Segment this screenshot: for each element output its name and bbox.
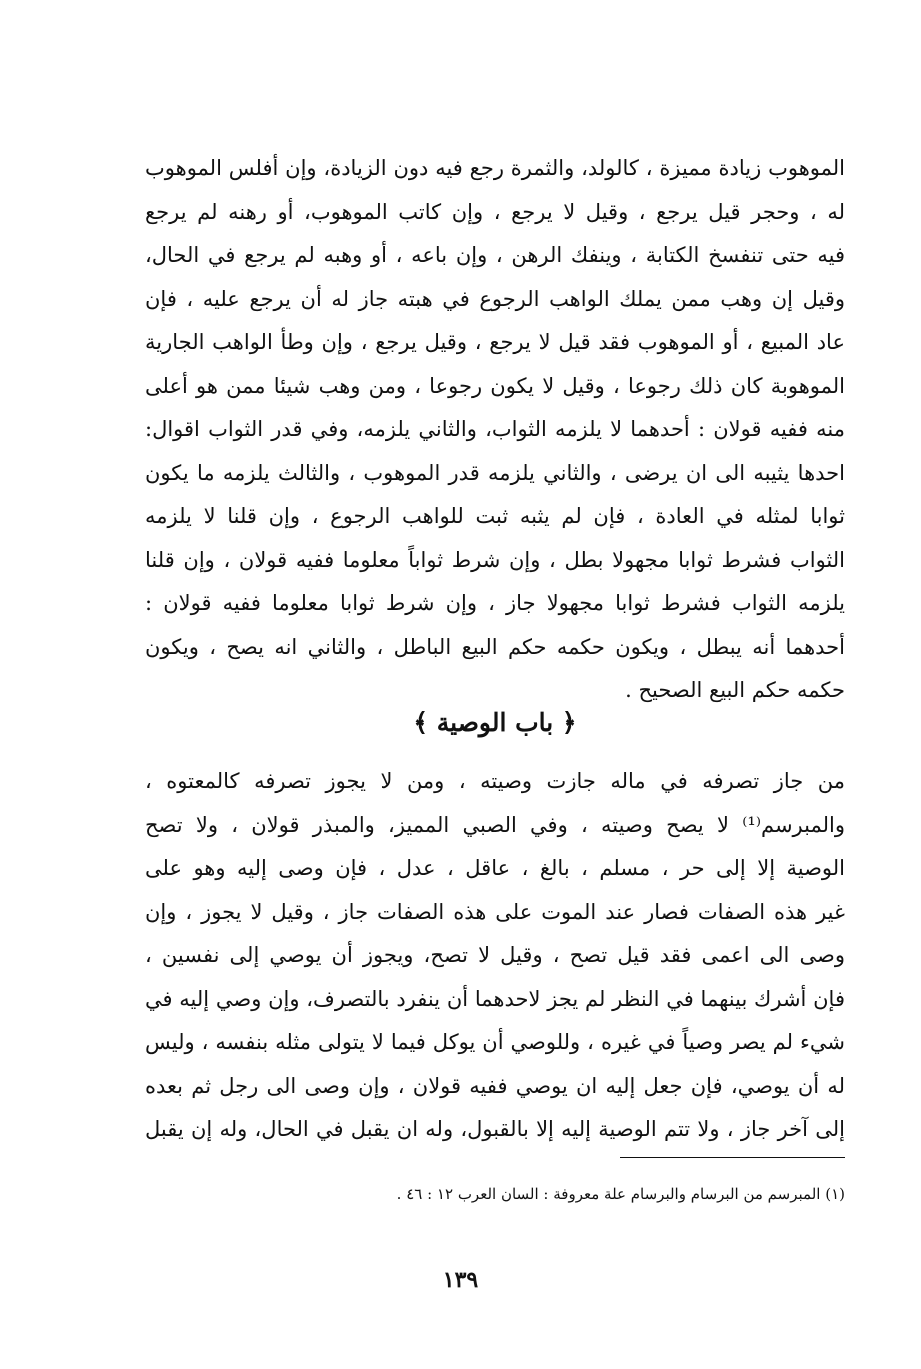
text-line: ثوابا لمثله في العادة ، فإن لم يثبه ثبت للواهب الرجوع ، وإن قلنا لا يلزمه [145, 504, 845, 528]
footnote-divider [620, 1157, 845, 1158]
paragraph-wasiyya [145, 760, 845, 1152]
text-line: احدها يثيبه الى ان يرضى ، والثاني يلزمه قدر الموهوب ، والثالث يلزمه ما يكون [145, 460, 845, 485]
text-line: عاد المبيع ، أو الموهوب فقد قيل لا يرجع ، وقيل يرجع ، وإن وطأ الواهب الجارية [145, 330, 845, 354]
text-line: وقيل إن وهب ممن يملك الواهب الرجوع في هبته جاز له أن يرجع عليه ، فإن [145, 286, 845, 311]
text-line: وصى الى اعمى فقد قيل تصح ، وقيل لا تصح، ويجوز أن يوصي إلى نفسين ، [145, 943, 845, 967]
text-line: فيه حتى تنفسخ الكتابة ، وينفك الرهن ، وإن باعه ، أو وهبه لم يرجع في الحال، [145, 243, 845, 267]
text-line: الثواب فشرط ثوابا مجهولا بطل ، وإن شرط ثواباً معلوما ففيه قولان ، وإن قلنا [145, 547, 845, 572]
text-line: فإن أشرك بينهما في النظر لم يجز لاحدهما أن ينفرد بالتصرف، وإن وصي إليه في [145, 986, 845, 1011]
text-line: من جاز تصرفه في ماله جازت وصيته ، ومن لا يجوز تصرفه كالمعتوه ، [145, 769, 845, 793]
text-line: شيء لم يصر وصياً في غيره ، وللوصي أن يوكل فيما لا يتولى مثله بنفسه ، وليس [145, 1030, 845, 1054]
footnote: (١) المبرسم من البرسام والبرسام علة معروفة : السان العرب ١٢ : ٤٦ . [396, 1185, 845, 1203]
text-line: الموهوبة كان ذلك رجوعا ، وقيل لا يكون رجوعا ، ومن وهب شيئا ممن هو أعلى [145, 373, 845, 398]
text-line: الموهوب زيادة مميزة ، كالولد، والثمرة رجع فيه دون الزيادة، وإن أفلس الموهوب [145, 156, 845, 180]
chapter-title: ﴿ باب الوصية ﴾ [413, 708, 577, 737]
text-line: غير هذه الصفات فصار عند الموت على هذه الصفات جاز ، وقيل لا يجوز ، وإن [145, 899, 845, 924]
text-line: حكمه حكم البيع الصحيح . [625, 678, 845, 702]
text-line: والمبرسم⁽¹⁾ لا يصح وصيته ، وفي الصبي المميز، والمبذر قولان ، ولا تصح [145, 812, 845, 837]
page-number: ١٣٩ [442, 1267, 479, 1293]
paragraph-hiba [145, 147, 845, 713]
text-line: منه ففيه قولان : أحدهما لا يلزمه الثواب، والثاني يلزمه، وفي قدر الثواب اقوال: [145, 417, 845, 441]
text-line: الوصية إلا إلى حر ، مسلم ، بالغ ، عاقل ، عدل ، فإن وصى إليه وهو على [145, 856, 845, 880]
text-line: إلى آخر جاز ، ولا تتم الوصية إليه إلا بالقبول، وله ان يقبل في الحال، وله إن يقبل [145, 1117, 845, 1141]
text-line: يلزمه الثواب فشرط ثوابا مجهولا جاز ، وإن شرط ثوابا معلوما ففيه قولان : [145, 591, 845, 615]
text-line: له ، وحجر قيل يرجع ، وقيل لا يرجع ، وإن كاتب الموهوب، أو رهنه لم يرجع [145, 199, 845, 224]
text-line: له أن يوصي، فإن جعل إليه ان يوصي ففيه قولان ، وإن وصى الى رجل ثم بعده [145, 1073, 845, 1098]
text-line: أحدهما أنه يبطل ، ويكون حكمه حكم البيع الباطل ، والثاني انه يصح ، ويكون [145, 634, 845, 659]
